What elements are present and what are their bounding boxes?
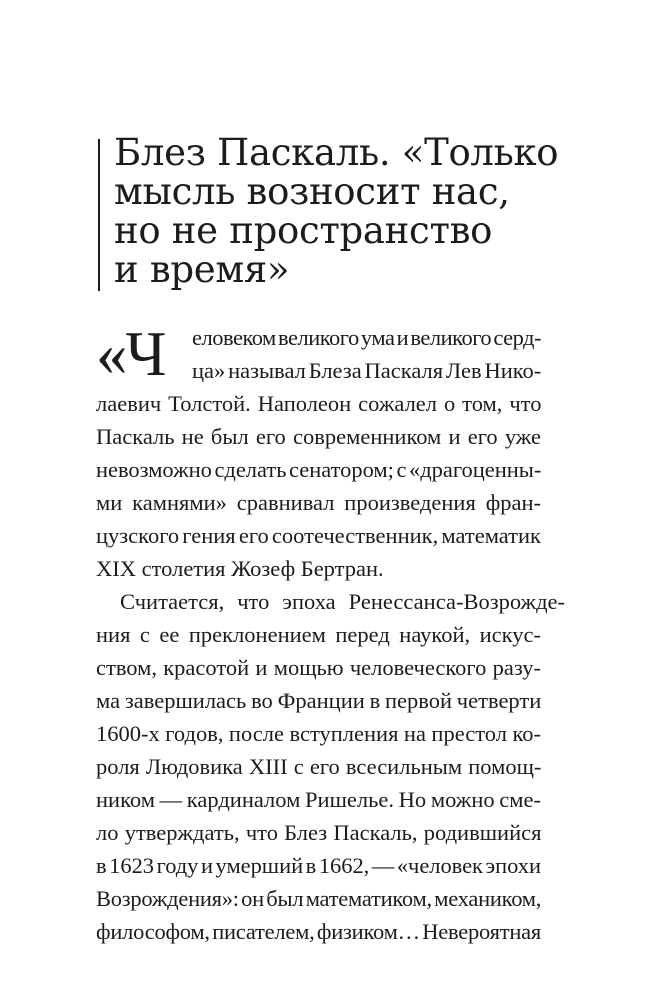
- chapter-title-line: и время»: [114, 248, 290, 291]
- chapter-title-line: Блез Паскаль. «Только: [114, 131, 559, 174]
- chapter-heading: [98, 133, 568, 293]
- text-line: ма завершилась во Франции в первой четверти: [96, 688, 542, 713]
- text-line: XIX столетия Жозеф Бертран.: [96, 556, 384, 581]
- text-line: философом, писателем, физиком… Невероятная: [96, 919, 541, 944]
- heading-vertical-rule: [98, 139, 100, 291]
- text-line: ца» называл Блеза Паскаля Лев Нико-: [192, 358, 542, 383]
- text-line: ния с ее преклонением перед наукой, искус-: [96, 622, 541, 647]
- text-line: Считается, что эпоха Ренессанса-Возрожде-: [120, 589, 565, 614]
- body-text: [96, 321, 565, 948]
- text-line: роля Людовика XIII с его всесильным помощ-: [96, 754, 542, 779]
- text-line: невозможно сделать сенатором; с «драгоценны-: [96, 457, 542, 482]
- drop-cap-letter: «Ч: [96, 319, 165, 389]
- paragraph-2: [96, 585, 565, 948]
- text-line: цузского гения его соотечественник, математик: [96, 523, 541, 548]
- chapter-title-line: но не пространство: [114, 209, 493, 252]
- text-line: ло утверждать, что Блез Паскаль, родившийся: [96, 820, 542, 845]
- text-line: ством, красотой и мощью человеческого разу-: [96, 655, 541, 680]
- text-line: ником — кардиналом Ришелье. Но можно сме-: [96, 787, 541, 812]
- text-line: еловеком великого ума и великого серд-: [192, 325, 541, 350]
- paragraph-1: [96, 321, 541, 585]
- text-line: лаевич Толстой. Наполеон сожалел о том, что: [96, 391, 542, 416]
- text-line: в 1623 году и умерший в 1662, — «человек эпохи: [96, 853, 541, 878]
- chapter-title-line: мысль возносит нас,: [114, 170, 510, 213]
- text-line: Возрождения»: он был математиком, механиком,: [96, 886, 542, 911]
- text-line: 1600-х годов, после вступления на престол ко-: [96, 721, 541, 746]
- text-line: ми камнями» сравнивал произведения фран-: [96, 490, 542, 515]
- text-line: Паскаль не был его современником и его уже: [96, 424, 542, 449]
- chapter-title: [114, 133, 558, 289]
